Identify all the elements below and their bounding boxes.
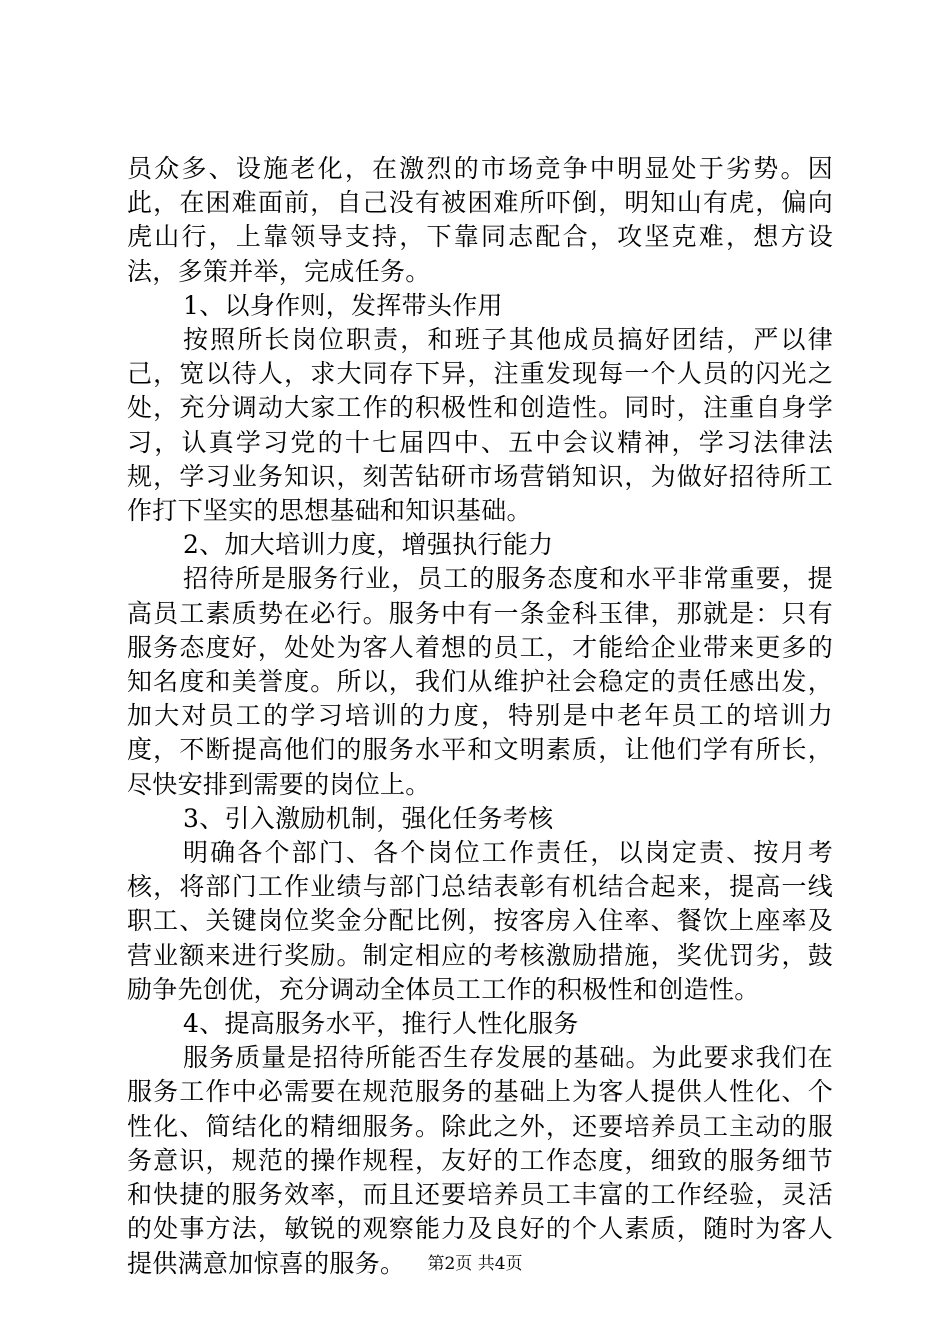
section-heading: 3、引入激励机制，强化任务考核 — [183, 803, 554, 833]
section-heading: 2、加大培训力度，增强执行能力 — [183, 530, 554, 560]
document-body — [127, 152, 833, 1281]
body-paragraph: 按照所长岗位职责，和班子其他成员搞好团结，严以律己，宽以待人，求大同存下异，注重发现每一个人员的闪光之处，充分调动大家工作的积极性和创造性。同时，注重自身学习，认真学习党的十七届四中、五中会议精神，学习法律法规，学习业务知识，刻苦钻研市场营销知识，为做好招待所工作打下坚实的思想基础和知识基础。 — [127, 325, 833, 526]
section-heading: 4、提高服务水平，推行人性化服务 — [183, 1009, 579, 1039]
body-paragraph: 服务质量是招待所能否生存发展的基础。为此要求我们在服务工作中必需要在规范服务的基础上为客人提供人性化、个性化、简结化的精细服务。除此之外，还要培养员工主动的服务意识，规范的操作规程，友好的工作态度，细致的服务细节和快捷的服务效率，而且还要培养员工丰富的工作经验，灵活的处事方法，敏锐的观察能力及良好的个人素质，随时为客人提供满意加惊喜的服务。 — [127, 1043, 833, 1278]
body-paragraph: 员众多、设施老化，在激烈的市场竞争中明显处于劣势。因此，在困难面前，自己没有被困难所吓倒，明知山有虎，偏向虎山行，上靠领导支持，下靠同志配合，攻坚克难，想方设法，多策并举，完成任务。 — [127, 154, 833, 286]
section-heading: 1、以身作则，发挥带头作用 — [183, 290, 503, 320]
page-footer: 第2页 共4页 — [427, 1254, 523, 1274]
body-paragraph: 明确各个部门、各个岗位工作责任，以岗定责、按月考核，将部门工作业绩与部门总结表彰有机结合起来，提高一线职工、关键岗位奖金分配比例，按客房入住率、餐饮上座率及营业额来进行奖励。制定相应的考核激励措施，奖优罚劣，鼓励争先创优，充分调动全体员工工作的积极性和创造性。 — [127, 838, 833, 1004]
body-paragraph: 招待所是服务行业，员工的服务态度和水平非常重要，提高员工素质势在必行。服务中有一条金科玉律，那就是：只有服务态度好，处处为客人着想的员工，才能给企业带来更多的知名度和美誉度。所以，我们从维护社会稳定的责任感出发，加大对员工的学习培训的力度，特别是中老年员工的培训力度，不断提高他们的服务水平和文明素质，让他们学有所长，尽快安排到需要的岗位上。 — [127, 564, 833, 799]
